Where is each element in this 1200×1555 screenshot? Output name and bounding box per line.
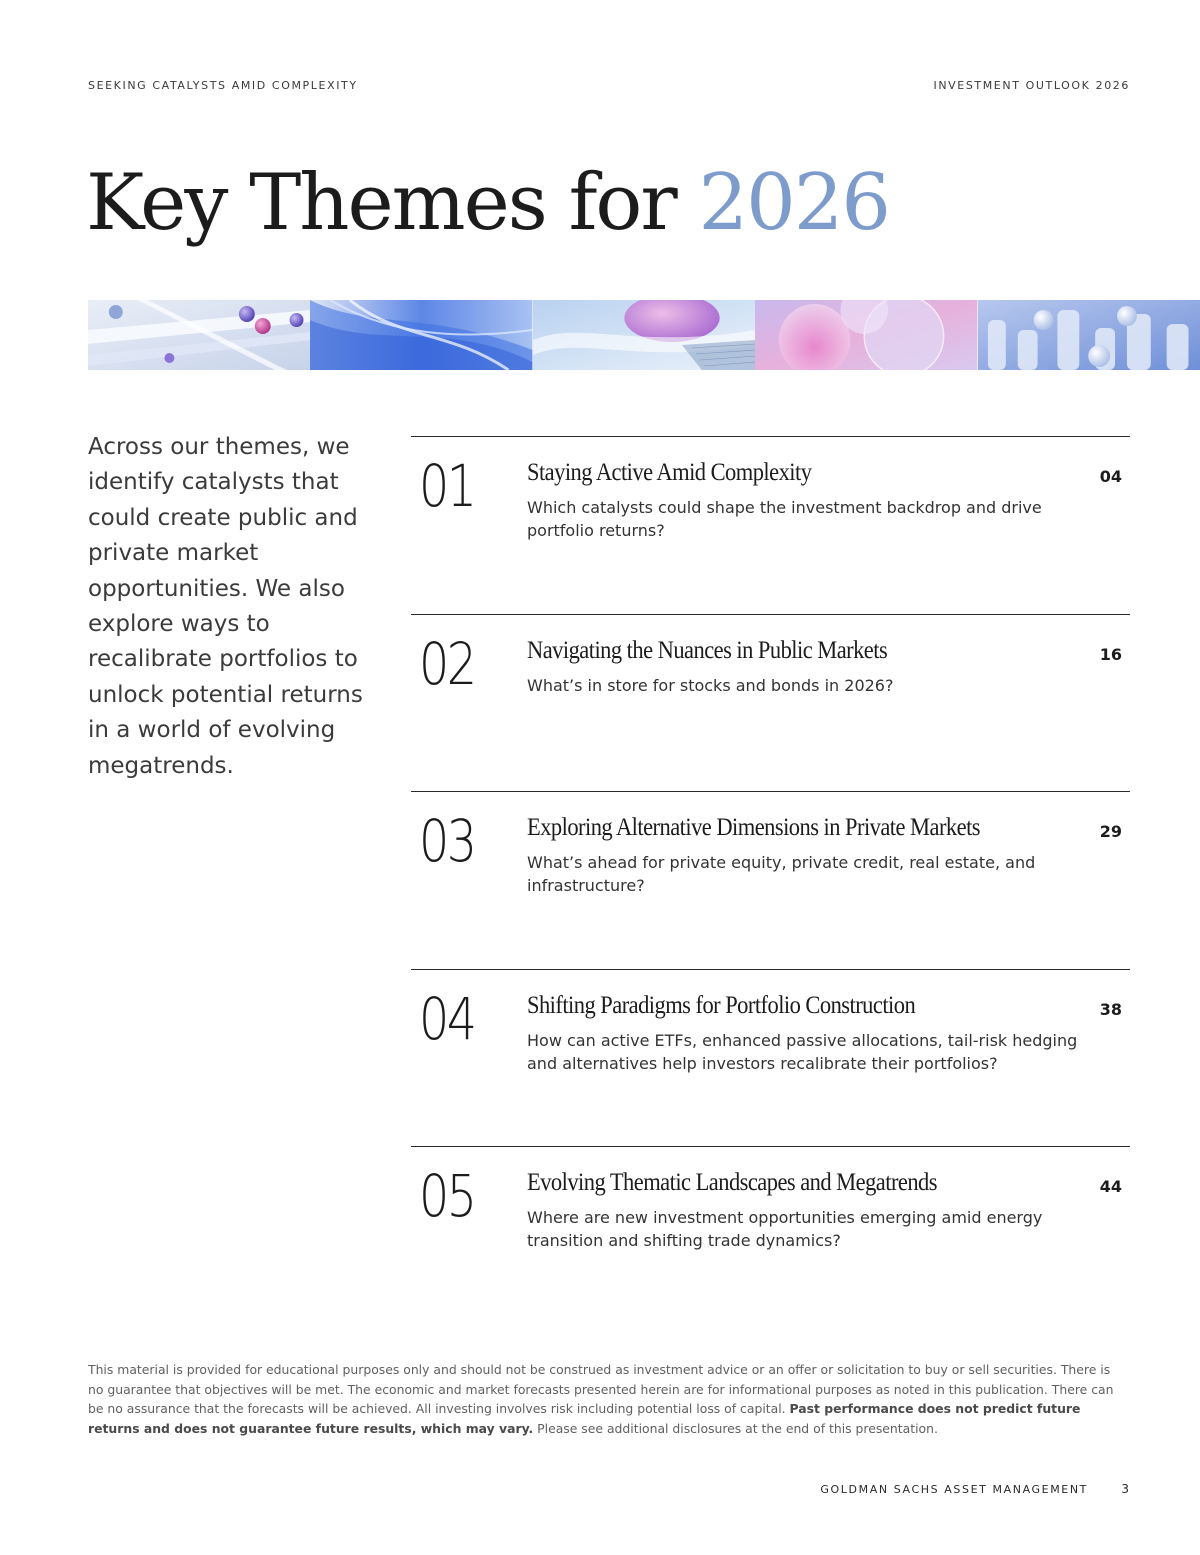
- banner-tile-spheres-rods: [88, 300, 310, 370]
- intro-paragraph: Across our themes, we identify catalysts that could create public and private market opportunities. We also explore ways to recalibrate portfolios to unlock potential returns in a world of evolving megatrends.: [88, 434, 363, 779]
- theme-item-01[interactable]: [411, 436, 1130, 614]
- page-title: [86, 158, 889, 248]
- disclaimer-tail: Please see additional disclosures at the end of this presentation.: [533, 1420, 938, 1436]
- disclaimer-text: This material is provided for educational purposes only and should not be construed as investment advice or an offer or solicitation to buy or sell securities. There is no guarantee that objectives will be met. The economic and market forecasts presented herein are for informational purposes as noted in this publication. There can be no assurance that the forecasts will be achieved. All investing involves risk including potential loss of capital.: [88, 1362, 1114, 1416]
- footer-brand: GOLDMAN SACHS ASSET MANAGEMENT: [820, 1483, 1088, 1496]
- page-title-accent: 2026: [698, 158, 889, 248]
- decorative-image-banner: [88, 300, 1200, 370]
- disclaimer-bold-text: Past performance does not predict future returns and does not guarantee future results, which may vary.: [88, 1401, 1081, 1436]
- theme-item-02[interactable]: [411, 614, 1130, 792]
- theme-title[interactable]: Shifting Paradigms for Portfolio Construction: [527, 991, 916, 1019]
- banner-tile-waves: [310, 300, 532, 370]
- theme-page-number[interactable]: 38: [1099, 999, 1122, 1019]
- theme-title[interactable]: Evolving Thematic Landscapes and Megatrends: [527, 1169, 937, 1196]
- themes-list: [411, 436, 1130, 1324]
- theme-title[interactable]: Exploring Alternative Dimensions in Private Markets: [527, 814, 981, 841]
- theme-description: Where are new investment opportunities emerging amid energy transition and shifting trade dynamics?: [527, 1208, 1043, 1250]
- theme-page-number[interactable]: 29: [1099, 822, 1122, 841]
- footer-page-number: 3: [1121, 1482, 1129, 1496]
- disclaimer: [88, 1360, 1122, 1438]
- page-title-main: Key Themes for: [86, 158, 699, 248]
- theme-page-number[interactable]: 16: [1099, 644, 1122, 664]
- running-head-right: INVESTMENT OUTLOOK 2026: [933, 79, 1130, 92]
- theme-description: What’s in store for stocks and bonds in 2026?: [527, 675, 894, 695]
- theme-title[interactable]: Staying Active Amid Complexity: [527, 459, 812, 486]
- theme-number: 02: [419, 629, 475, 698]
- theme-number: 01: [419, 452, 475, 520]
- theme-item-04[interactable]: [411, 969, 1130, 1147]
- theme-item-05[interactable]: [411, 1146, 1130, 1324]
- theme-title[interactable]: Navigating the Nuances in Public Markets: [527, 636, 888, 664]
- theme-number: 03: [419, 807, 475, 875]
- banner-tile-glass: [533, 300, 755, 370]
- theme-description: How can active ETFs, enhanced passive allocations, tail-risk hedging and alternatives help investors recalibrate their portfolios?: [527, 1030, 1078, 1073]
- banner-tile-lenses: [755, 300, 977, 370]
- theme-page-number[interactable]: 44: [1099, 1177, 1122, 1196]
- theme-description: Which catalysts could shape the investment backdrop and drive portfolio returns?: [527, 498, 1042, 540]
- theme-number: 04: [419, 984, 475, 1053]
- theme-item-03[interactable]: [411, 791, 1130, 969]
- banner-tile-pillars: [978, 300, 1200, 370]
- theme-number: 05: [419, 1162, 475, 1230]
- theme-description: What’s ahead for private equity, private credit, real estate, and infrastructure?: [527, 853, 1036, 895]
- running-head-left: SEEKING CATALYSTS AMID COMPLEXITY: [88, 79, 358, 92]
- theme-page-number[interactable]: 04: [1099, 467, 1122, 486]
